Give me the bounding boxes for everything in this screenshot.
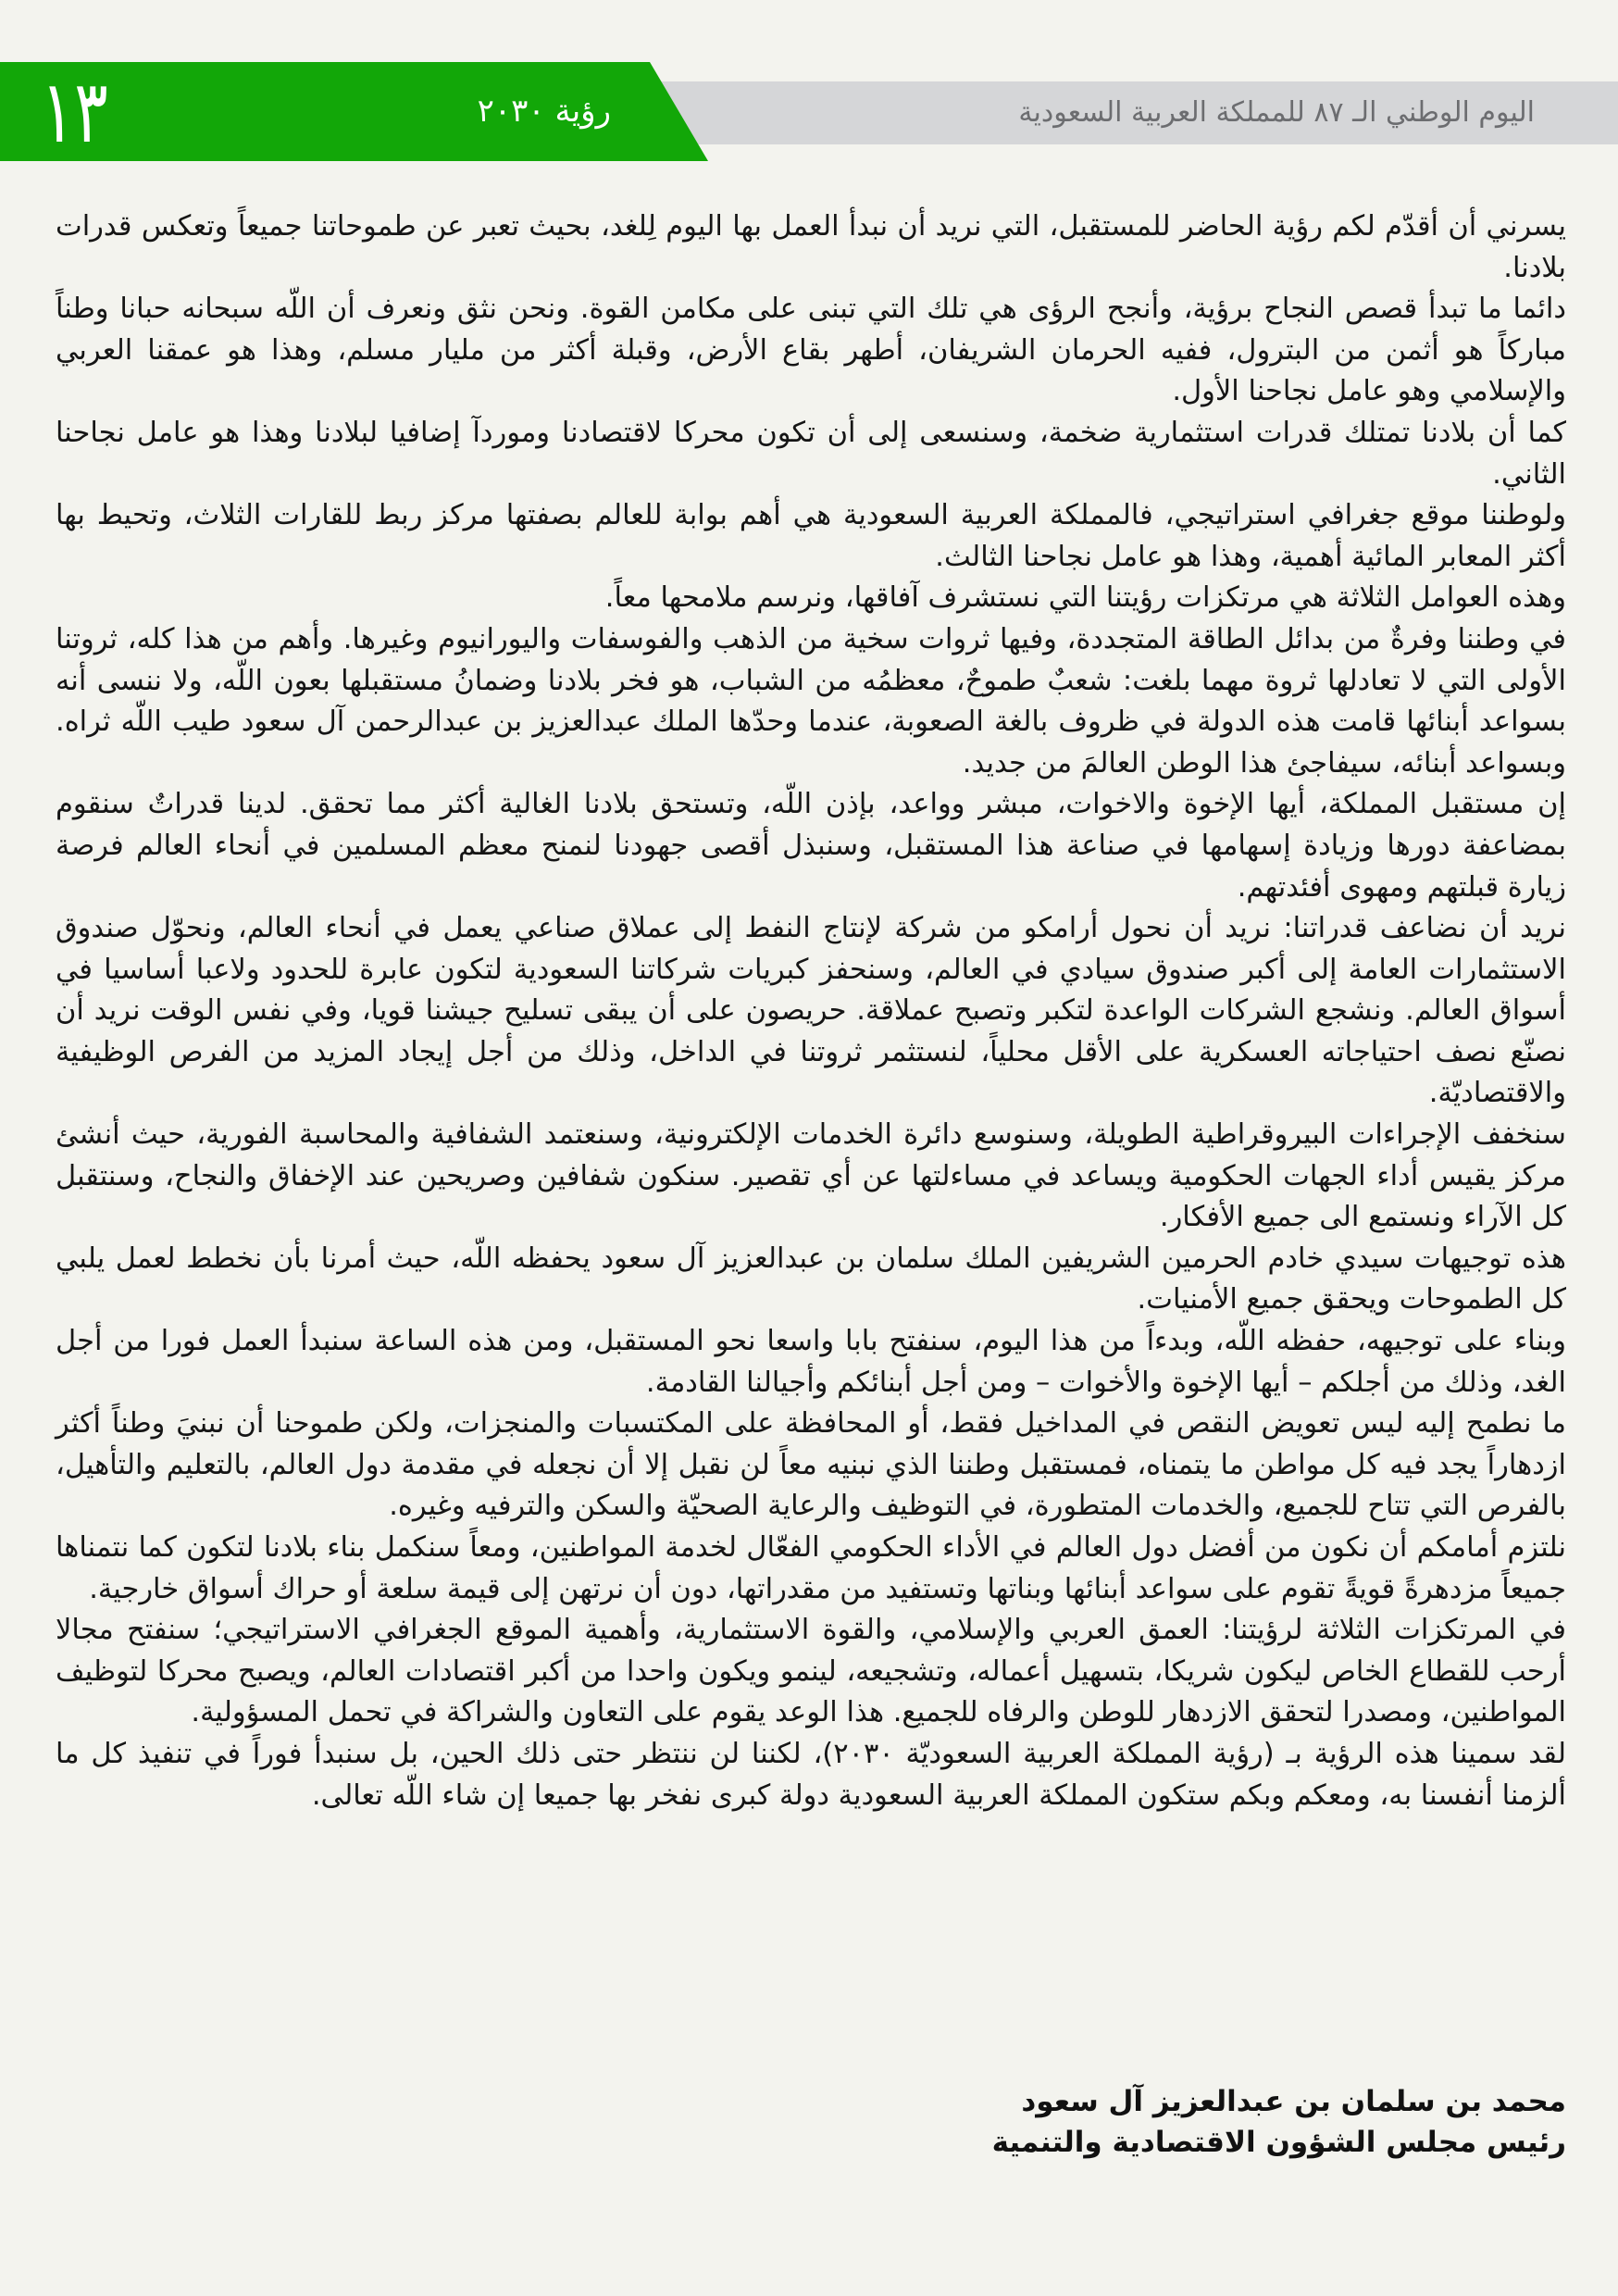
paragraph: هذه توجيهات سيدي خادم الحرمين الشريفين الملك سلمان بن عبدالعزيز آل سعود يحفظه اللّه، حيث أمرنا بأن نخطط لعمل يلبي كل الطموحات ويحقق جميع الأمنيات. — [56, 1242, 1566, 1316]
paragraph: دائما ما تبدأ قصص النجاح برؤية، وأنجح الرؤى هي تلك التي تبنى على مكامن القوة. ونحن نثق ونعرف أن اللّه سبحانه حبانا وطناً مباركاً هو أثمن من البترول، ففيه الحرمان الشريفان، أطهر بقاع الأرض، وقبلة أكثر من مليار مسلم، وهذا هو عمقنا العربي والإسلامي وهو عامل نجاحنا الأول. — [56, 293, 1566, 408]
paragraph: يسرني أن أقدّم لكم رؤية الحاضر للمستقبل، التي نريد أن نبدأ العمل بها اليوم لِلغد، بحيث تعبر عن طموحاتنا جميعاً وتعكس قدرات بلادنا. — [56, 210, 1566, 284]
signature-block — [992, 2081, 1566, 2163]
paragraph: ما نطمح إليه ليس تعويض النقص في المداخيل فقط، أو المحافظة على المكتسبات والمنجزات، ولكن طموحنا أن نبنيَ وطناً أكثر ازدهاراً يجد فيه كل مواطن ما يتمناه، فمستقبل وطننا الذي نبنيه معاً لن نقبل إلا أن نجعله في مقدمة دول العالم، بالتعليم والتأهيل، بالفرص التي تتاح للجميع، والخدمات المتطورة، في التوظيف والرعاية الصحيّة والسكن والترفيه وغيره. — [56, 1407, 1566, 1523]
paragraph: لقد سمينا هذه الرؤية بـ (رؤية المملكة العربية السعوديّة ٢٠٣٠)، لكننا لن ننتظر حتى ذلك الحين، بل سنبدأ فوراً في تنفيذ كل ما ألزمنا أنفسنا به، ومعكم وبكم ستكون المملكة العربية السعودية دولة كبرى نفخر بها جميعا إن شاء اللّه تعالى. — [56, 1737, 1566, 1812]
signatory-name: محمد بن سلمان بن عبدالعزيز آل سعود — [1021, 2085, 1566, 2118]
paragraph: ولوطننا موقع جغرافي استراتيجي، فالمملكة العربية السعودية هي أهم بوابة للعالم بصفتها مركز ربط للقارات الثلاث، وتحيط بها أكثر المعابر المائية أهمية، وهذا هو عامل نجاحنا الثالث. — [56, 499, 1566, 573]
paragraph: إن مستقبل المملكة، أيها الإخوة والاخوات، مبشر وواعد، بإذن اللّه، وتستحق بلادنا الغالية أكثر مما تحقق. لدينا قدراتٌ سنقوم بمضاعفة دورها وزيادة إسهامها في صناعة هذا المستقبل، وسنبذل أقصى جهودنا لنمنح معظم المسلمين في أنحاء العالم فرصة زيارة قبلتهم ومهوى أفئدتهم. — [56, 788, 1566, 904]
paragraph: في وطننا وفرةٌ من بدائل الطاقة المتجددة، وفيها ثروات سخية من الذهب والفوسفات واليورانيوم وغيرها. وأهم من هذا كله، ثروتنا الأولى التي لا تعادلها ثروة مهما بلغت: شعبٌ طموحٌ، معظمُه من الشباب، هو فخر بلادنا وضمانُ مستقبلها بعون اللّه، ولا ننسى أنه بسواعد أبنائها قامت هذه الدولة في ظروف بالغة الصعوبة، عندما وحدّها الملك عبدالعزيز بن عبدالرحمن آل سعود طيب اللّه ثراه. وبسواعد أبنائه، سيفاجئ هذا الوطن العالمَ من جديد. — [56, 622, 1566, 780]
signatory-title: رئيس مجلس الشؤون الاقتصادية والتنمية — [991, 2126, 1566, 2159]
paragraph: كما أن بلادنا تمتلك قدرات استثمارية ضخمة، وسنسعى إلى أن تكون محركا لاقتصادنا وموردآ إضافيا لبلادنا وهذا هو عامل نجاحنا الثاني. — [56, 416, 1566, 491]
paragraph: في المرتكزات الثلاثة لرؤيتنا: العمق العربي والإسلامي، والقوة الاستثمارية، وأهمية الموقع الجغرافي الاستراتيجي؛ سنفتح مجالا أرحب للقطاع الخاص ليكون شريكا، بتسهيل أعماله، وتشجيعه، لينمو ويكون واحدا من أكبر اقتصادات العالم، ويصبح محركا لتوظيف المواطنين، ومصدرا لتحقق الازدهار للوطن والرفاه للجميع. هذا الوعد يقوم على التعاون والشراكة في تحمل المسؤولية. — [56, 1614, 1566, 1729]
paragraph: نلتزم أمامكم أن نكون من أفضل دول العالم في الأداء الحكومي الفعّال لخدمة المواطنين، ومعاً سنكمل بناء بلادنا لتكون كما نتمناها جميعاً مزدهرةً قويةً تقوم على سواعد أبنائها وبناتها وتستفيد من مقدراتها، دون أن نرتهن إلى قيمة سلعة أو حراك أسواق خارجية. — [56, 1531, 1566, 1605]
paragraph: نريد أن نضاعف قدراتنا: نريد أن نحول أرامكو من شركة لإنتاج النفط إلى عملاق صناعي يعمل في أنحاء العالم، ونحوّل صندوق الاستثمارات العامة إلى أكبر صندوق سيادي في العالم، وسنحفز كبريات شركاتنا السعودية لتكون عابرة للحدود ولاعبا أساسيا في أسواق العالم. ونشجع الشركات الواعدة لتكبر وتصبح عملاقة. حريصون على أن يبقى تسليح جيشنا قويا، وفي نفس الوقت نريد أن نصنّع نصف احتياجاته العسكرية على الأقل محلياً، لنستثمر ثروتنا في الداخل، وذلك من أجل إيجاد المزيد من الفرص الوظيفية والاقتصاديّة. — [56, 912, 1566, 1110]
paragraph: سنخفف الإجراءات البيروقراطية الطويلة، وسنوسع دائرة الخدمات الإلكترونية، وسنعتمد الشفافية والمحاسبة الفورية، حيث أنشئ مركز يقيس أداء الجهات الحكومية ويساعد في مساءلتها عن أي تقصير. سنكون شفافين وصريحين عند الإخفاق والنجاح، وسنتقبل كل الآراء ونستمع الى جميع الأفكار. — [56, 1118, 1566, 1234]
letter-body — [56, 206, 1566, 1816]
paragraph: وبناء على توجيهه، حفظه اللّه، وبدءاً من هذا اليوم، سنفتح بابا واسعا نحو المستقبل، ومن هذه الساعة سنبدأ العمل فورا من أجل الغد، وذلك من أجلكم – أيها الإخوة والأخوات – ومن أجل أبنائكم وأجيالنا القادمة. — [56, 1325, 1566, 1399]
national-day-title: اليوم الوطني الـ ٨٧ للمملكة العربية السعودية — [1018, 96, 1535, 129]
paragraph: وهذه العوامل الثلاثة هي مرتكزات رؤيتنا التي نستشرف آفاقها، ونرسم ملامحها معاً. — [604, 581, 1566, 615]
vision-2030-label: رؤية ٢٠٣٠ — [477, 93, 611, 130]
page-number: ١٣ — [41, 62, 108, 163]
